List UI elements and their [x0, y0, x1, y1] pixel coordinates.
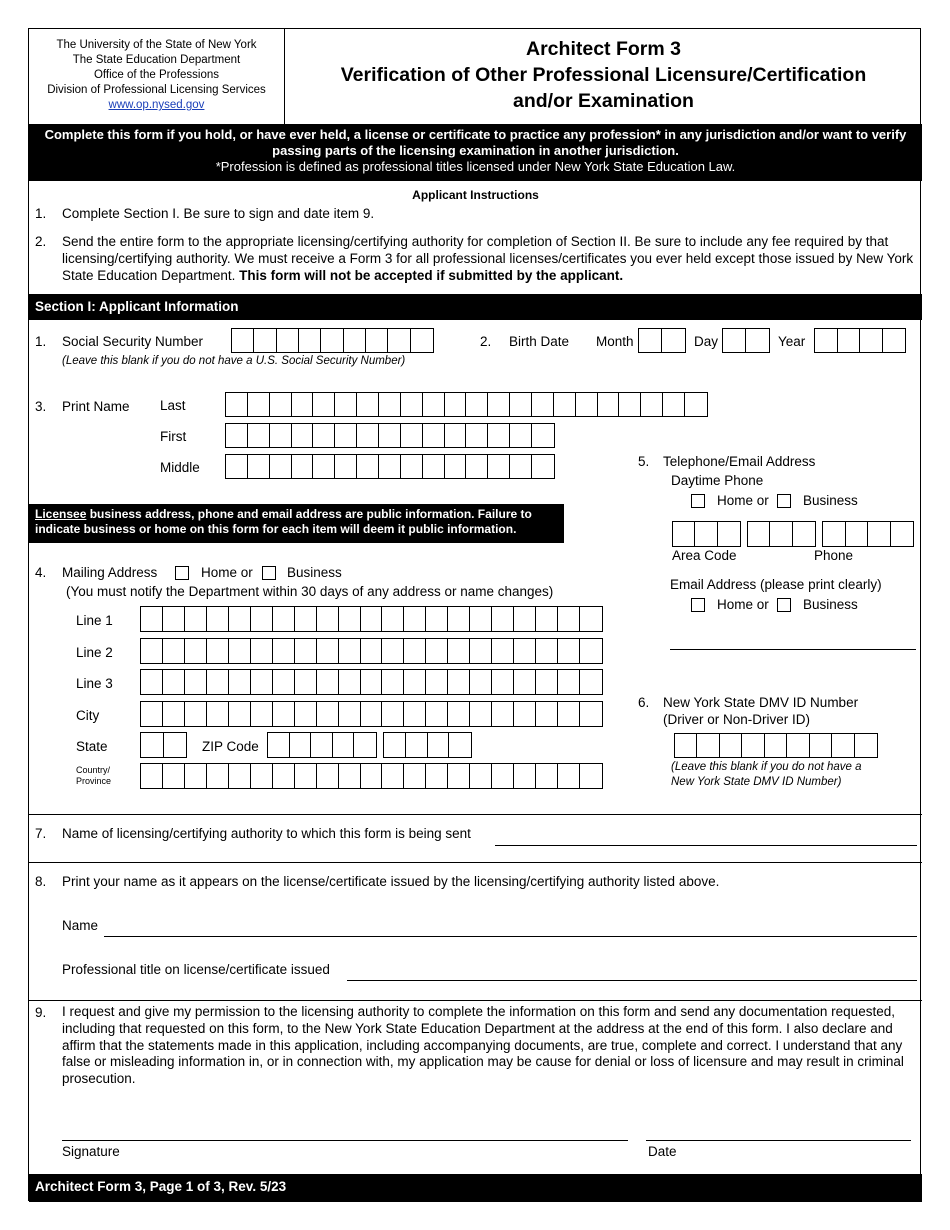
business-label: Business: [287, 565, 342, 580]
instruction-num: 1.: [35, 206, 47, 221]
state-input[interactable]: [140, 732, 187, 758]
address-line1-input[interactable]: [140, 606, 603, 632]
professional-title-label: Professional title on license/certificate issued: [62, 962, 330, 977]
footer: Architect Form 3, Page 1 of 3, Rev. 5/23: [29, 1174, 922, 1202]
line1-label: Line 1: [76, 613, 113, 628]
email-business-checkbox[interactable]: [777, 598, 791, 612]
agency-line: The University of the State of New York: [56, 39, 257, 51]
telephone-email-label: Telephone/Email Address: [663, 454, 816, 469]
website-link[interactable]: www.op.nysed.gov: [108, 99, 205, 111]
mailing-note: (You must notify the Department within 30 days of any address or name changes): [66, 584, 554, 599]
dmv-note: (Leave this blank if you do not have a New York State DMV ID Number): [671, 761, 862, 788]
signature-label: Signature: [62, 1144, 120, 1159]
mailing-business-checkbox[interactable]: [262, 566, 276, 580]
home-label: Home or: [201, 565, 253, 580]
line3-label: Line 3: [76, 676, 113, 691]
item-num: 2.: [480, 334, 492, 349]
item-num: 7.: [35, 826, 47, 841]
instructions-heading: Applicant Instructions: [412, 188, 539, 202]
phone-business-checkbox[interactable]: [777, 494, 791, 508]
area-code-label: Area Code: [672, 548, 737, 563]
professional-title-input[interactable]: [347, 980, 917, 981]
item-num: 9.: [35, 1005, 47, 1020]
title-line: Architect Form 3: [526, 38, 681, 60]
item-num: 8.: [35, 874, 47, 889]
dmv-id-input[interactable]: [674, 733, 878, 758]
authority-label: Name of licensing/certifying authority to which this form is being sent: [62, 826, 471, 841]
title-line: Verification of Other Professional Licensure/Certification: [340, 64, 867, 86]
public-info-notice: Licensee business address, phone and email address are public information. Failure to indicate business or home on this form for each item will deem it public information.: [29, 504, 564, 543]
ssn-note: (Leave this blank if you do not have a U.S. Social Security Number): [62, 355, 406, 367]
area-code-input[interactable]: [672, 521, 741, 547]
divider: [29, 1000, 922, 1001]
signature-input[interactable]: [62, 1140, 628, 1141]
business-label: Business: [803, 597, 858, 612]
email-label: Email Address (please print clearly): [670, 577, 882, 592]
date-label: Date: [648, 1144, 677, 1159]
first-name-input[interactable]: [225, 423, 555, 448]
affirmation-text: I request and give my permission to the licensing authority to complete the information on this form and send any documentation requested, including that requested on this form, to the New York State Education Department at the address at the end of this form. I also declare and affirm that the statements made in this application, including accompanying documents, are true, complete and correct. I understand that any false or misleading information in, or in connection with, my application may be cause for denial or loss of licensure and may result in criminal prosecution.: [62, 1004, 904, 1087]
item-num: 5.: [638, 454, 650, 469]
print-name-label: Print Name: [62, 399, 130, 414]
item-num: 6.: [638, 695, 650, 710]
divider: [29, 862, 922, 863]
title-line: and/or Examination: [513, 90, 694, 112]
home-label: Home or: [717, 493, 769, 508]
last-name-input[interactable]: [225, 392, 708, 417]
divider: [29, 814, 922, 815]
address-line2-input[interactable]: [140, 638, 603, 664]
middle-name-label: Middle: [160, 460, 200, 475]
agency-line: Office of the Professions: [93, 69, 220, 81]
city-input[interactable]: [140, 701, 603, 727]
birth-month-input[interactable]: [638, 328, 686, 353]
middle-name-input[interactable]: [225, 454, 555, 479]
birth-day-input[interactable]: [722, 328, 770, 353]
business-label: Business: [803, 493, 858, 508]
first-name-label: First: [160, 429, 187, 444]
name-label: Name: [62, 918, 99, 933]
instruction-text: Complete Section I. Be sure to sign and date item 9.: [62, 206, 375, 221]
ssn-label: Social Security Number: [62, 334, 204, 349]
country-input[interactable]: [140, 763, 603, 789]
form-title: [285, 29, 922, 124]
email-home-checkbox[interactable]: [691, 598, 705, 612]
birth-year-input[interactable]: [814, 328, 906, 353]
phone-line-input[interactable]: [822, 521, 914, 547]
banner-note: *Profession is defined as professional titles licensed under New York State Education Law.: [215, 159, 736, 174]
date-input[interactable]: [646, 1140, 911, 1141]
instruction-banner: [29, 124, 922, 181]
agency-line: The State Education Department: [72, 54, 241, 66]
print-name-instruction: Print your name as it appears on the license/certificate issued by the licensing/certifying authority listed above.: [62, 874, 720, 889]
zip-input[interactable]: [267, 732, 377, 758]
dmv-label: New York State DMV ID Number: [663, 695, 859, 710]
instruction-text: Send the entire form to the appropriate licensing/certifying authority for completion of Section II. Be sure to include any fee required by that licensing/certifying authority. We must receive a Form 3 for all professional licenses/certificates you ever held except those issued by New York State Education Department. This form will not be accepted if submitted by the applicant.: [62, 234, 914, 283]
name-input[interactable]: [104, 936, 917, 937]
daytime-phone-label: Daytime Phone: [671, 473, 764, 488]
item-num: 1.: [35, 334, 47, 349]
address-line3-input[interactable]: [140, 669, 603, 695]
agency-line: Division of Professional Licensing Services: [47, 84, 266, 96]
agency-block: [29, 29, 285, 124]
day-label: Day: [694, 334, 719, 349]
year-label: Year: [778, 334, 806, 349]
country-label: Country/ Province: [76, 765, 112, 786]
instruction-num: 2.: [35, 234, 47, 249]
city-label: City: [76, 708, 100, 723]
phone-label: Phone: [814, 548, 854, 563]
birth-date-label: Birth Date: [509, 334, 570, 349]
banner-text: Complete this form if you hold, or have ever held, a license or certificate to practice any profession* in any jurisdiction and/or want to verify passing parts of the licensing examination in another jurisdiction.: [44, 127, 907, 158]
phone-home-checkbox[interactable]: [691, 494, 705, 508]
item-num: 4.: [35, 565, 47, 580]
last-name-label: Last: [160, 398, 186, 413]
section-1-title: Section I: Applicant Information: [29, 294, 922, 320]
ssn-input[interactable]: [231, 328, 434, 353]
month-label: Month: [596, 334, 634, 349]
form-page: [28, 28, 921, 1201]
mailing-home-checkbox[interactable]: [175, 566, 189, 580]
mailing-address-label: Mailing Address: [62, 565, 158, 580]
authority-input[interactable]: [495, 845, 917, 846]
item-num: 3.: [35, 399, 47, 414]
phone-prefix-input[interactable]: [747, 521, 816, 547]
zip-label: ZIP Code: [202, 739, 259, 754]
email-input[interactable]: [670, 649, 916, 650]
instruction-bold: This form will not be accepted if submitted by the applicant.: [239, 268, 624, 283]
zip-extension-input[interactable]: [383, 732, 472, 758]
line2-label: Line 2: [76, 645, 113, 660]
dmv-sublabel: (Driver or Non-Driver ID): [663, 712, 811, 727]
state-label: State: [76, 739, 108, 754]
home-label: Home or: [717, 597, 769, 612]
